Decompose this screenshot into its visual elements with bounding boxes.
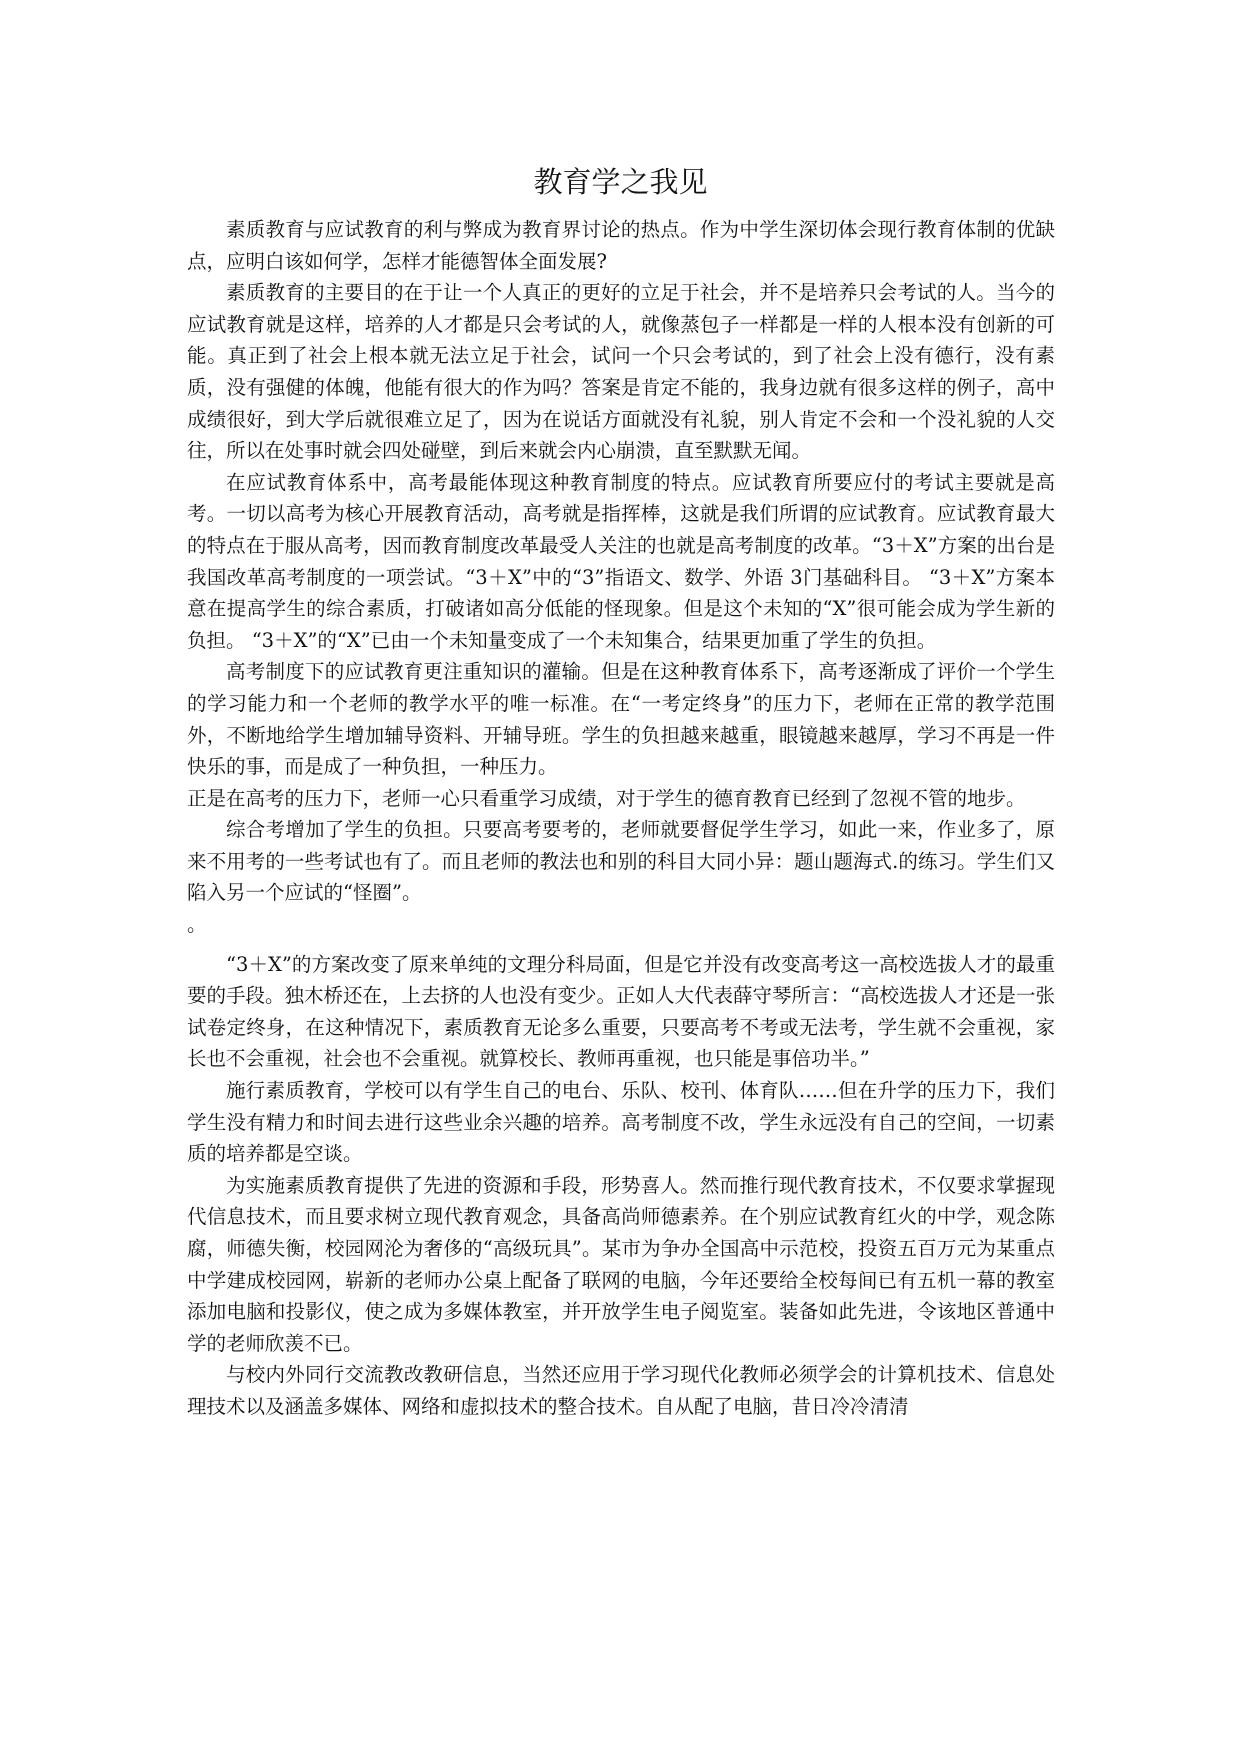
paragraph: 素质教育与应试教育的利与弊成为教育界讨论的热点。作为中学生深切体会现行教育体制的优缺点，应明白该如何学，怎样才能德智体全面发展?: [187, 218, 1055, 273]
paragraph: 与校内外同行交流教改教研信息，当然还应用于学习现代化教师必须学会的计算机技术、信息处理技术以及涵盖多媒体、网络和虚拟技术的整合技术。自从配了电脑，昔日冷冷清清: [187, 1363, 1055, 1418]
document-body: [187, 214, 1055, 1423]
paragraph: 在应试教育体系中，高考最能体现这种教育制度的特点。应试教育所要应付的考试主要就是高考。一切以高考为核心开展教育活动，高考就是指挥棒，这就是我们所谓的应试教育。应试教育最大的特点在于服从高考，因而教育制度改革最受人关注的也就是高考制度的改革。“3＋X”方案的出台是我国改革高考制度的一项尝试。“3＋X”中的“3”指语文、数学、外语 3门基础科目。 “3＋X”方案本意在提高学生的综合素质，打破诸如高分低能的怪现象。但是这个未知的“X”很可能会成为学生新的负担。 “3＋X”的“X”已由一个未知量变成了一个未知集合，结果更加重了学生的负担。: [187, 470, 1055, 652]
paragraph: 综合考增加了学生的负担。只要高考要考的，老师就要督促学生学习，如此一来，作业多了，原来不用考的一些考试也有了。而且老师的教法也和别的科目大同小异：题山题海式.的练习。学生们又陷入另一个应试的“怪圈”。: [187, 818, 1055, 905]
document-title: 教育学之我见: [533, 165, 708, 199]
paragraph: 高考制度下的应试教育更注重知识的灌输。但是在这种教育体系下，高考逐渐成了评价一个学生的学习能力和一个老师的教学水平的唯一标准。在“一考定终身”的压力下，老师在正常的教学范围外，不断地给学生增加辅导资料、开辅导班。学生的负担越来越重，眼镜越来越厚，学习不再是一件快乐的事，而是成了一种负担，一种压力。: [187, 660, 1055, 779]
paragraph: “3＋X”的方案改变了原来单纯的文理分科局面，但是它并没有改变高考这一高校选拔人才的最重要的手段。独木桥还在，上去挤的人也没有变少。正如人大代表薛守琴所言：“高校选拔人才还是一张试卷定终身，在这种情况下，素质教育无论多么重要，只要高考不考或无法考，学生就不会重视，家长也不会重视，社会也不会重视。就算校长、教师再重视，也只能是事倍功半。”: [187, 952, 1055, 1071]
paragraph: 正是在高考的压力下，老师一心只看重学习成绩，对于学生的德育教育已经到了忽视不管的地步。: [187, 786, 1026, 810]
paragraph: 施行素质教育，学校可以有学生自己的电台、乐队、校刊、体育队……但在升学的压力下，我们学生没有精力和时间去进行这些业余兴趣的培养。高考制度不改，学生永远没有自己的空间，一切素质的培养都是空谈。: [187, 1079, 1055, 1166]
paragraph: 。: [187, 913, 207, 937]
paragraph: 素质教育的主要目的在于让一个人真正的更好的立足于社会，并不是培养只会考试的人。当今的应试教育就是这样，培养的人才都是只会考试的人，就像蒸包子一样都是一样的人根本没有创新的可能。真正到了社会上根本就无法立足于社会，试问一个只会考试的，到了社会上没有德行，没有素质，没有强健的体魄，他能有很大的作为吗？答案是肯定不能的，我身边就有很多这样的例子，高中成绩很好，到大学后就很难立足了，因为在说话方面就没有礼貌，别人肯定不会和一个没礼貌的人交往，所以在处事时就会四处碰壁，到后来就会内心崩溃，直至默默无闻。: [187, 281, 1055, 463]
paragraph: 为实施素质教育提供了先进的资源和手段，形势喜人。然而推行现代教育技术，不仅要求掌握现代信息技术，而且要求树立现代教育观念，具备高尚师德素养。在个别应试教育红火的中学，观念陈腐，师德失衡，校园网沦为奢侈的“高级玩具”。某市为争办全国高中示范校，投资五百万元为某重点中学建成校园网，崭新的老师办公桌上配备了联网的电脑，今年还要给全校每间已有五机一幕的教室添加电脑和投影仪，使之成为多媒体教室，并开放学生电子阅览室。装备如此先进，令该地区普通中学的老师欣羡不已。: [187, 1173, 1055, 1355]
